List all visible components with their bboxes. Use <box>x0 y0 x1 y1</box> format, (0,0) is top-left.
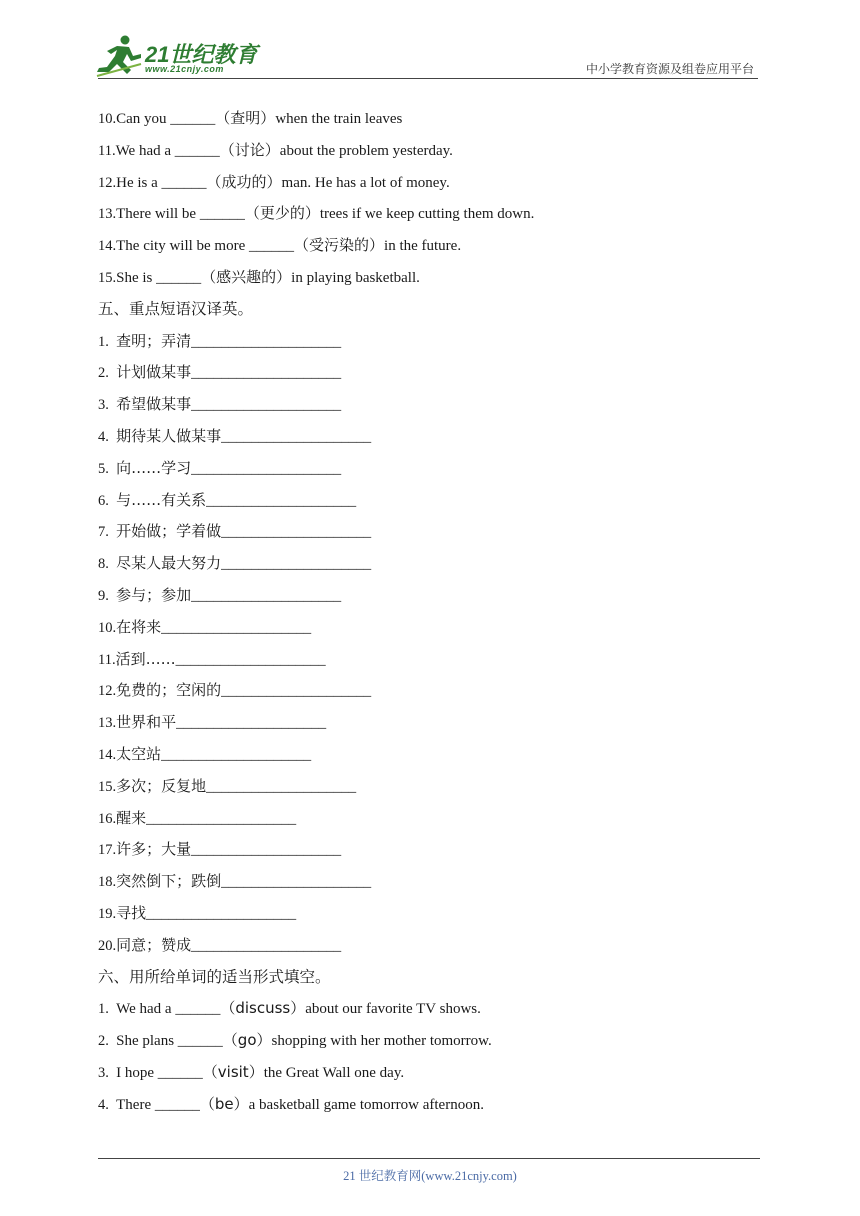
list-item <box>98 231 760 263</box>
section6-list <box>98 994 760 1121</box>
list-item <box>98 1058 760 1090</box>
answer-blank[interactable]: ____________________ <box>191 842 342 859</box>
list-item <box>98 867 760 899</box>
answer-blank[interactable]: ______ <box>154 1096 200 1113</box>
item-number: 7. <box>98 524 117 541</box>
list-item <box>98 740 760 772</box>
list-item <box>98 1026 760 1058</box>
item-number: 11. <box>98 142 116 159</box>
item-number: 5. <box>98 460 117 477</box>
list-item <box>98 1090 760 1122</box>
section6-title: 六、用所给单词的适当形式填空。 <box>98 967 331 986</box>
item-number: 4. <box>98 1096 117 1113</box>
item-text-before: The city will be more <box>116 238 250 255</box>
item-phrase: 免费的；空闲的 <box>116 681 222 700</box>
item-hint: （be） <box>199 1094 249 1113</box>
item-number: 9. <box>98 587 117 604</box>
item-text-after: about the problem yesterday. <box>279 142 453 159</box>
item-hint: （visit） <box>202 1062 264 1081</box>
answer-blank[interactable]: ____________________ <box>175 651 326 668</box>
item-text-after: man. He has a lot of money. <box>281 174 450 191</box>
answer-blank[interactable]: ____________________ <box>206 778 357 795</box>
list-item <box>98 804 760 836</box>
answer-blank[interactable]: ____________________ <box>221 428 372 445</box>
list-item <box>98 772 760 804</box>
list-item <box>98 104 760 136</box>
item-number: 14. <box>98 746 117 763</box>
item-text-after: in the future. <box>384 238 462 255</box>
item-number: 15. <box>98 778 117 795</box>
section5-list <box>98 327 760 963</box>
item-number: 3. <box>98 1064 117 1081</box>
answer-blank[interactable]: ______ <box>175 1001 221 1018</box>
item-hint: （受污染的） <box>294 236 385 255</box>
item-text-before: I hope <box>116 1064 158 1081</box>
list-item <box>98 263 760 295</box>
answer-blank[interactable]: ____________________ <box>176 715 327 732</box>
item-number: 12. <box>98 683 117 700</box>
item-text-before: There will be <box>116 206 200 223</box>
answer-blank[interactable]: ______ <box>170 111 216 127</box>
item-number: 3. <box>98 397 117 414</box>
list-item <box>98 549 760 581</box>
item-phrase: 查明；弄清 <box>116 331 192 350</box>
item-hint: （成功的） <box>206 172 282 191</box>
item-number: 18. <box>98 874 117 891</box>
list-item <box>98 136 760 168</box>
list-item <box>98 899 760 931</box>
list-item <box>98 199 760 231</box>
item-text-after: trees if we keep cutting them down. <box>319 206 535 223</box>
item-phrase: 开始做；学着做 <box>116 522 222 541</box>
list-item <box>98 581 760 613</box>
item-phrase: 与……有关系 <box>116 490 207 509</box>
list-item <box>98 931 760 963</box>
item-phrase: 多次；反复地 <box>116 776 207 795</box>
header-divider <box>98 78 758 79</box>
section5-title: 五、重点短语汉译英。 <box>98 299 254 318</box>
item-number: 6. <box>98 492 117 509</box>
item-phrase: 希望做某事 <box>116 395 192 414</box>
footer-text: 21 世纪教育网(www.21cnjy.com) <box>343 1169 517 1183</box>
item-number: 10. <box>98 619 117 636</box>
item-text-after: the Great Wall one day. <box>263 1064 405 1081</box>
answer-blank[interactable]: ____________________ <box>206 492 357 509</box>
answer-blank[interactable]: ____________________ <box>161 619 312 636</box>
answer-blank[interactable]: ______ <box>161 174 207 191</box>
footer-divider <box>98 1158 760 1159</box>
answer-blank[interactable]: ____________________ <box>146 810 297 827</box>
answer-blank[interactable]: ______ <box>199 206 245 223</box>
item-text-after: shopping with her mother tomorrow. <box>271 1033 492 1050</box>
answer-blank[interactable]: ____________________ <box>221 524 372 541</box>
item-phrase: 向……学习 <box>116 458 192 477</box>
answer-blank[interactable]: ____________________ <box>146 905 297 922</box>
logo-url: www.21cnjy.com <box>145 64 224 74</box>
item-number: 1. <box>98 333 117 350</box>
item-text-before: Can you <box>116 111 171 127</box>
item-hint: （讨论） <box>219 140 280 159</box>
list-item <box>98 708 760 740</box>
item-number: 20. <box>98 937 117 954</box>
item-text-after: in playing basketball. <box>291 269 420 286</box>
list-item <box>98 390 760 422</box>
item-number: 15. <box>98 269 117 286</box>
item-number: 10. <box>98 111 117 127</box>
item-number: 17. <box>98 842 117 859</box>
item-phrase: 寻找 <box>116 903 147 922</box>
answer-blank[interactable]: ____________________ <box>221 556 372 573</box>
item-number: 13. <box>98 715 117 732</box>
item-phrase: 计划做某事 <box>116 363 192 382</box>
list-item <box>98 327 760 359</box>
list-item <box>98 168 760 200</box>
item-text-after: a basketball game tomorrow afternoon. <box>248 1096 484 1113</box>
answer-blank[interactable]: ____________________ <box>191 397 342 414</box>
list-item <box>98 994 760 1026</box>
item-phrase: 活到…… <box>115 649 176 668</box>
item-hint: （感兴趣的） <box>201 267 292 286</box>
item-hint: （discuss） <box>220 999 306 1018</box>
item-text-before: We had a <box>116 1001 176 1018</box>
item-phrase: 太空站 <box>116 744 162 763</box>
item-phrase: 尽某人最大努力 <box>116 554 222 573</box>
item-number: 2. <box>98 365 117 382</box>
logo-wordmark: 21世纪教育 <box>145 42 258 67</box>
answer-blank[interactable]: ______ <box>249 238 295 255</box>
runner-logo-icon <box>95 34 143 78</box>
item-phrase: 参与；参加 <box>116 585 192 604</box>
answer-blank[interactable]: ____________________ <box>191 937 342 954</box>
answer-blank[interactable]: ____________________ <box>191 587 342 604</box>
list-item <box>98 358 760 390</box>
item-number: 16. <box>98 810 117 827</box>
list-item <box>98 645 760 677</box>
item-phrase: 世界和平 <box>116 713 177 732</box>
worksheet-content <box>98 104 760 1122</box>
answer-blank[interactable]: ____________________ <box>221 874 372 891</box>
item-text-after: about our favorite TV shows. <box>305 1001 481 1018</box>
item-text-after: when the train leaves <box>275 111 403 127</box>
list-item <box>98 486 760 518</box>
item-text-before: We had a <box>115 142 175 159</box>
list-item <box>98 835 760 867</box>
item-text-before: He is a <box>116 174 162 191</box>
item-number: 13. <box>98 206 117 223</box>
item-text-before: She plans <box>116 1033 178 1050</box>
header-tagline: 中小学教育资源及组卷应用平台 <box>585 62 754 76</box>
list-item <box>98 517 760 549</box>
item-text-before: There <box>116 1096 155 1113</box>
list-item <box>98 613 760 645</box>
item-hint: （go） <box>222 1031 272 1050</box>
item-phrase: 同意；赞成 <box>116 935 192 954</box>
item-number: 11. <box>98 651 116 668</box>
item-number: 19. <box>98 905 117 922</box>
list-item <box>98 422 760 454</box>
item-phrase: 醒来 <box>116 808 147 827</box>
answer-blank[interactable]: ____________________ <box>161 746 312 763</box>
item-text-before: She is <box>116 269 157 286</box>
item-number: 2. <box>98 1033 117 1050</box>
item-phrase: 突然倒下；跌倒 <box>116 872 222 891</box>
answer-blank[interactable]: ______ <box>174 142 220 159</box>
item-hint: （更少的） <box>244 204 320 223</box>
answer-blank[interactable]: ______ <box>177 1033 223 1050</box>
part4-list <box>98 104 760 295</box>
item-number: 4. <box>98 428 117 445</box>
page-header <box>0 0 860 82</box>
answer-blank[interactable]: ____________________ <box>191 365 342 382</box>
item-number: 1. <box>98 1001 117 1018</box>
item-phrase: 许多；大量 <box>116 840 192 859</box>
answer-blank[interactable]: ____________________ <box>191 460 342 477</box>
list-item <box>98 454 760 486</box>
item-phrase: 在将来 <box>116 617 162 636</box>
item-hint: （查明） <box>215 109 276 127</box>
item-number: 14. <box>98 238 117 255</box>
list-item <box>98 676 760 708</box>
item-phrase: 期待某人做某事 <box>116 426 222 445</box>
answer-blank[interactable]: ____________________ <box>191 333 342 350</box>
site-logo[interactable] <box>95 34 260 78</box>
answer-blank[interactable]: ______ <box>157 1064 203 1081</box>
answer-blank[interactable]: ____________________ <box>221 683 372 700</box>
item-number: 8. <box>98 556 117 573</box>
item-number: 12. <box>98 174 117 191</box>
answer-blank[interactable]: ______ <box>156 269 202 286</box>
